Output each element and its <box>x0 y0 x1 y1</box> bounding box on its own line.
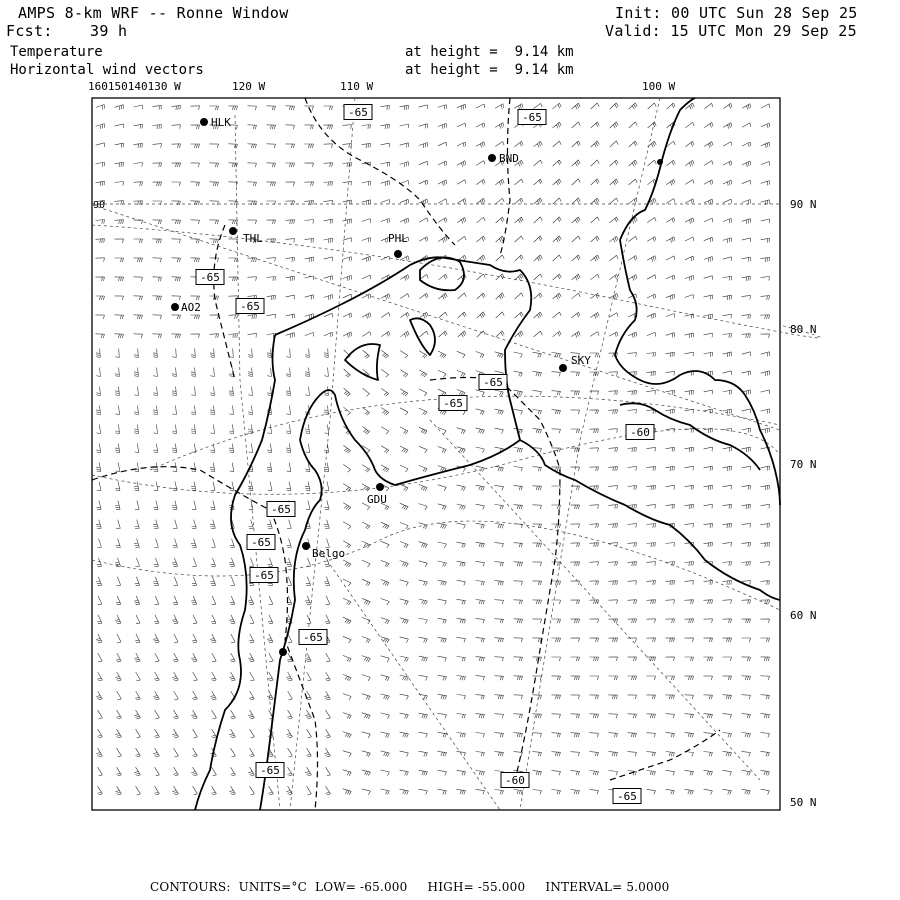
field-wind-name: Horizontal wind vectors <box>10 62 204 78</box>
contour-label: -60 <box>505 774 525 787</box>
latitude-label-left-90: 90 <box>93 200 106 211</box>
contour-label-group <box>196 105 654 804</box>
station-bnd-label: BND <box>499 152 519 165</box>
station-phl-marker <box>394 250 402 258</box>
station-extra-marker-b <box>279 648 287 656</box>
station-hlk-marker <box>200 118 208 126</box>
field-temperature-name: Temperature <box>10 44 103 60</box>
map-title: AMPS 8-km WRF -- Ronne Window <box>18 4 289 22</box>
station-thl-label: THL <box>243 232 263 245</box>
meridian-120 <box>235 115 280 810</box>
contour-southeast <box>610 730 720 780</box>
contour-label: -65 <box>522 111 542 124</box>
latitude-line-60 <box>92 521 780 610</box>
contour-label: -65 <box>443 397 463 410</box>
latitude-label-60n: 60 N <box>790 609 817 622</box>
contour-label: -65 <box>303 631 323 644</box>
latitude-label-80n: 80 N <box>790 323 817 336</box>
station-phl-label: PHL <box>388 232 408 245</box>
station-extra-marker-a <box>657 159 663 165</box>
forecast-value: 39 h <box>90 22 128 40</box>
forecast-label: Fcst: <box>6 22 53 40</box>
contour-north <box>305 98 455 245</box>
station-sky-marker <box>559 364 567 372</box>
map-frame <box>92 98 780 810</box>
wind-barbs <box>96 103 770 795</box>
interval-label: INTERVAL= <box>545 880 623 894</box>
field-temperature-level: at height = 9.14 km <box>405 44 574 60</box>
units-value: UNITS=°C <box>238 880 308 894</box>
graticule <box>92 98 820 810</box>
contour-peninsula <box>92 467 318 810</box>
contours-label: CONTOURS: <box>150 880 231 894</box>
contour-label: -65 <box>271 503 291 516</box>
high-label: HIGH= <box>427 880 474 894</box>
meridian-110 <box>290 98 355 810</box>
latitude-line-70 <box>92 429 780 495</box>
longitude-label-110w: 110 W <box>340 80 374 93</box>
longitude-label-100w: 100 W <box>642 80 676 93</box>
contour-label: -65 <box>617 790 637 803</box>
station-belgo-label: Belgo <box>312 547 346 560</box>
contour-label: -65 <box>240 300 260 313</box>
field-wind-level: at height = 9.14 km <box>405 62 574 78</box>
valid-time: Valid: 15 UTC Mon 29 Sep 25 <box>605 22 857 40</box>
longitude-label-120w: 120 W <box>232 80 266 93</box>
station-markers <box>171 118 663 656</box>
low-label: LOW= <box>315 880 357 894</box>
station-ao2-label: AO2 <box>181 301 201 314</box>
coast-ice-shelf <box>300 390 520 485</box>
station-bnd-marker <box>488 154 496 162</box>
contour-central <box>430 378 560 781</box>
latitude-label-50n: 50 N <box>790 796 817 809</box>
meridian-aux-1 <box>92 205 780 430</box>
station-belgo-marker <box>302 542 310 550</box>
latitude-label-70n: 70 N <box>790 458 817 471</box>
contour-label: -65 <box>483 376 503 389</box>
station-hlk-label: HLK <box>211 116 231 129</box>
station-thl-marker <box>229 227 237 235</box>
station-ao2-marker <box>171 303 179 311</box>
coast-inlet-b <box>410 318 435 355</box>
interval-value: 5.0000 <box>626 880 670 894</box>
contour-bnd <box>500 98 510 255</box>
contour-label: -65 <box>200 271 220 284</box>
station-sky-label: SKY <box>571 354 591 367</box>
wind-barb-field <box>96 103 770 795</box>
coast-east-lower <box>615 240 780 505</box>
init-time: Init: 00 UTC Sun 28 Sep 25 <box>615 4 858 22</box>
station-gdu-marker <box>376 483 384 491</box>
coast-east-upper <box>620 98 695 240</box>
contour-label: -65 <box>348 106 368 119</box>
station-gdu-label: GDU <box>367 493 387 506</box>
longitude-label-west-cluster: 160150140130 W <box>88 80 181 93</box>
low-value: -65.000 <box>360 880 408 894</box>
contour-label: -60 <box>630 426 650 439</box>
contour-label: -65 <box>260 764 280 777</box>
coastlines <box>195 98 780 810</box>
coast-island-c <box>420 258 464 291</box>
coast-peninsula-east <box>260 440 322 810</box>
contour-legend <box>150 880 674 894</box>
temperature-contours <box>92 98 720 810</box>
contour-label: -65 <box>254 569 274 582</box>
high-value: -55.000 <box>477 880 526 894</box>
contour-label: -65 <box>251 536 271 549</box>
meridian-100 <box>520 98 660 810</box>
latitude-label-90n: 90 N <box>790 198 817 211</box>
